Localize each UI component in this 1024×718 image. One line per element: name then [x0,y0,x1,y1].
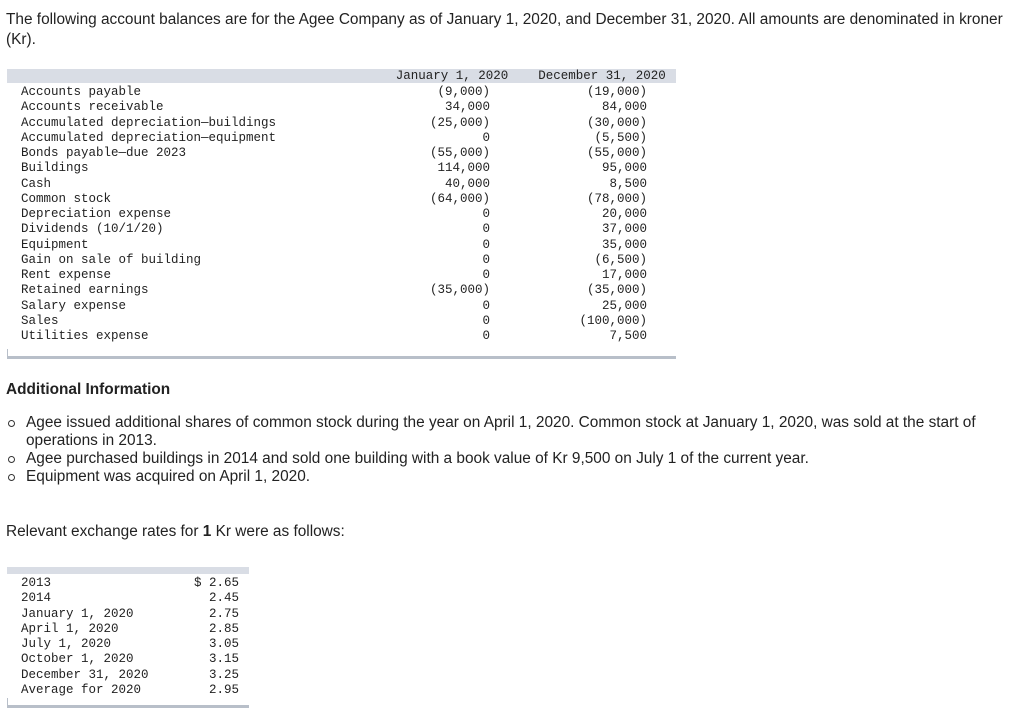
jan1-value: (55,000) [429,146,490,160]
account-name: Sales [21,313,59,328]
account-name: Accumulated depreciation—equipment [21,130,277,145]
rate-value: 2.75 [208,606,239,621]
table-row [7,576,249,591]
table-row [7,591,249,606]
dec31-value: 95,000 [601,161,647,176]
table-row [7,131,676,146]
table-row [7,161,676,176]
table-row [7,622,249,637]
list-item [26,414,976,450]
table-row [7,100,676,115]
list-item-text: Agee purchased buildings in 2014 and sold one building with a book value of Kr 9,500 on July 1 of the current year. [26,450,809,467]
jan1-value: (25,000) [429,115,490,130]
table-header-band [7,567,249,574]
jan1-value: 0 [482,207,490,221]
table-row [7,607,249,622]
account-rows [7,85,676,344]
jan1-value: 0 [482,329,490,343]
dec31-value: (35,000) [586,283,647,298]
account-name: Accounts payable [21,85,142,99]
dec31-value: (55,000) [586,146,647,160]
account-name: Salary expense [21,298,127,313]
table-row [7,146,676,161]
table-row [7,268,676,283]
dec31-value: 8,500 [609,176,647,191]
intro-paragraph: The following account balances are for the Agee Company as of January 1, 2020, and December 31, 2020. All amounts are denominated in kroner (Kr). [6,11,1003,48]
table-row [7,668,249,683]
jan1-value: 0 [482,222,490,237]
account-name: Cash [21,176,52,191]
rate-date: October 1, 2020 [21,652,134,667]
additional-info-list [26,414,976,486]
dec31-value: (100,000) [579,313,647,328]
rate-value: 3.25 [208,667,239,682]
list-item [26,468,976,486]
bullet-icon [8,474,15,481]
account-balances-table [7,69,676,359]
rate-value: $ 2.65 [193,576,239,590]
dec31-value: 37,000 [601,222,647,237]
jan1-value: 0 [482,237,490,252]
jan1-value: 114,000 [437,161,490,176]
table-row [7,85,676,100]
account-name: Gain on sale of building [21,252,202,267]
bullet-icon [8,456,15,463]
jan1-value: (9,000) [437,85,490,99]
table-row [7,329,676,344]
account-name: Dividends (10/1/20) [21,222,164,237]
rates-intro-bold: 1 [202,523,212,540]
account-name: Equipment [21,237,89,252]
rate-date: January 1, 2020 [21,606,134,621]
dec31-value: 35,000 [601,237,647,252]
rate-value: 2.95 [208,683,239,698]
jan1-value: 0 [482,313,490,328]
rate-value: 2.45 [208,591,239,606]
dec31-value: (19,000) [586,85,647,99]
rate-date: 2014 [21,591,52,606]
table-corner-mark [7,349,8,359]
dec31-value: 20,000 [601,207,647,221]
dec31-value: 7,500 [609,329,647,343]
jan1-value: 0 [482,130,490,145]
table-row [7,238,676,253]
account-name: Retained earnings [21,283,149,298]
account-name: Depreciation expense [21,207,172,221]
rate-value: 2.85 [208,621,239,636]
rate-date: April 1, 2020 [21,621,119,636]
list-item-text: Equipment was acquired on April 1, 2020. [26,468,311,485]
rate-value: 3.05 [208,637,239,652]
table-row [7,222,676,237]
rate-date: 2013 [21,576,52,590]
table-row [7,192,676,207]
table-row [7,683,249,698]
rate-date: December 31, 2020 [21,667,149,682]
dec31-value: 17,000 [601,268,647,282]
jan1-value: 0 [482,268,490,282]
exchange-rates-table [7,567,249,708]
additional-info-title: Additional Information [6,381,171,398]
column-header-dec31: December 31, 2020 [538,69,666,83]
table-row [7,207,676,222]
table-row [7,314,676,329]
table-row [7,299,676,314]
jan1-value: 40,000 [444,176,490,191]
account-name: Bonds payable—due 2023 [21,146,187,160]
rate-value: 3.15 [208,652,239,667]
list-item-text: Agee issued additional shares of common stock during the year on April 1, 2020. Common stock at January 1, 2020, was sold at the start of operations in 2013. [26,414,976,449]
table-row [7,652,249,667]
dec31-value: 25,000 [601,298,647,313]
table-row [7,116,676,131]
list-item [26,450,976,468]
jan1-value: (35,000) [429,283,490,298]
account-name: Accumulated depreciation—buildings [21,115,277,130]
table-row [7,637,249,652]
dec31-value: 84,000 [601,100,647,115]
dec31-value: (6,500) [594,252,647,267]
table-row [7,253,676,268]
account-name: Rent expense [21,268,112,282]
table-corner-mark [7,698,8,708]
table-row [7,283,676,298]
account-name: Utilities expense [21,329,149,343]
dec31-value: (78,000) [586,191,647,206]
jan1-value: 0 [482,252,490,267]
rate-date: Average for 2020 [21,683,142,698]
rate-date: July 1, 2020 [21,637,112,652]
jan1-value: 34,000 [444,100,490,115]
exchange-rates-intro [6,522,345,542]
jan1-value: (64,000) [429,191,490,206]
rates-intro-suffix: Kr were as follows: [211,523,345,540]
rate-rows [7,576,249,698]
rates-intro-prefix: Relevant exchange rates for [6,523,203,540]
jan1-value: 0 [482,298,490,313]
account-name: Common stock [21,191,112,206]
bullet-icon [8,420,15,427]
account-name: Accounts receivable [21,100,164,115]
dec31-value: (5,500) [594,130,647,145]
account-name: Buildings [21,161,89,176]
dec31-value: (30,000) [586,115,647,130]
table-row [7,177,676,192]
column-header-jan1: January 1, 2020 [395,69,509,83]
